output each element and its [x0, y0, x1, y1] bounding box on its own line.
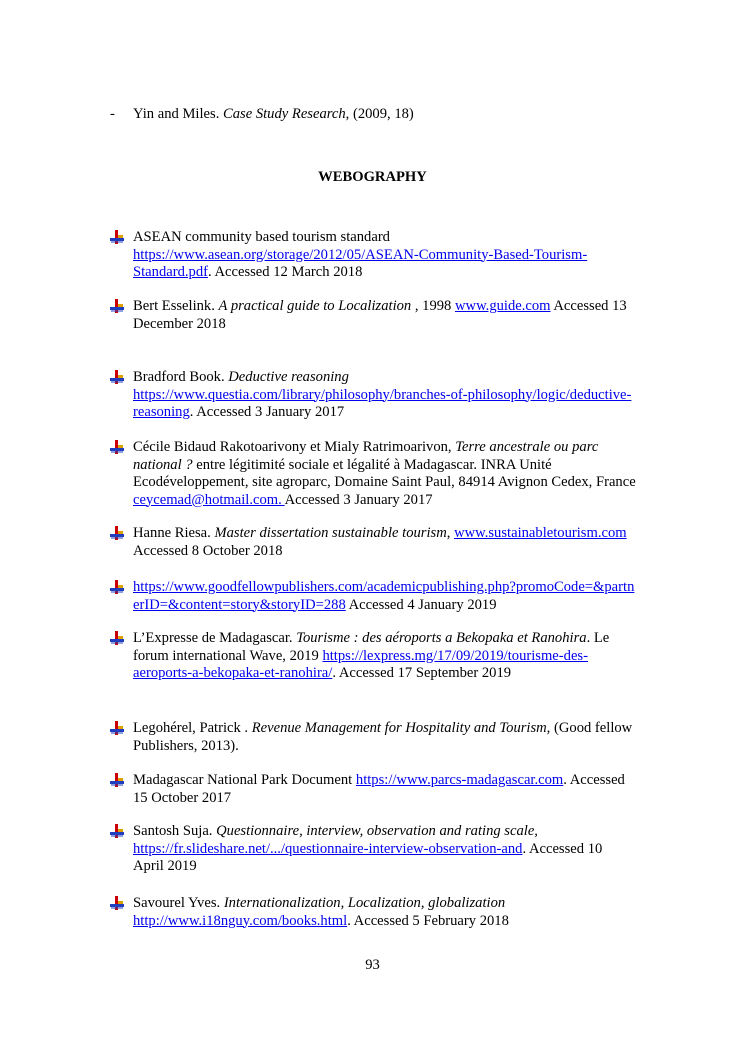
pin-bullet-icon	[110, 580, 124, 594]
webography-entry	[110, 229, 655, 282]
reference-link[interactable]: http://www.i18nguy.com/books.html	[133, 912, 348, 929]
entry-line	[133, 858, 655, 876]
reference-link[interactable]: reasoning	[133, 404, 190, 420]
reference-text: Hanne Riesa.	[133, 525, 215, 541]
reference-link[interactable]: aeroports-a-bekopaka-et-ranohira/	[133, 665, 333, 681]
pin-bullet-icon	[110, 370, 124, 384]
webography-entry	[110, 630, 655, 683]
reference-text: Madagascar National Park Document	[133, 772, 356, 788]
webography-entry	[110, 895, 655, 930]
dash-title: Case Study Research	[223, 106, 346, 122]
reference-text: . Accessed 17 September 2019	[332, 665, 512, 681]
entry-line	[133, 525, 655, 543]
entry-line	[133, 630, 655, 648]
reference-text: L’Expresse de Madagascar.	[133, 630, 297, 646]
reference-text: . Le	[586, 630, 610, 646]
entry-text	[133, 298, 655, 333]
reference-link[interactable]: https://www.parcs-madagascar.com	[355, 772, 564, 788]
webography-entry	[110, 579, 655, 614]
entry-line	[133, 597, 655, 615]
entry-line	[133, 457, 655, 475]
reference-text: Ecodéveloppement, site agroparc, Domaine Saint Paul, 84914 Avignon Cedex, France	[133, 474, 636, 490]
webography-entry	[110, 720, 655, 755]
entry-line	[133, 720, 655, 738]
reference-text: Accessed 8 October 2018	[133, 542, 283, 559]
reference-text: , 1998	[411, 298, 455, 314]
entry-line	[133, 229, 655, 247]
reference-title: Questionnaire, interview, observation and rating scale,	[216, 823, 538, 839]
reference-title: Tourisme : des aéroports a Bekopaka et Ranohira	[296, 630, 587, 646]
entry-line	[133, 648, 655, 666]
dash-reference-text	[133, 106, 414, 124]
entry-text	[133, 772, 655, 807]
dash-marker: -	[110, 106, 115, 122]
pin-bullet-icon	[110, 299, 124, 313]
pin-bullet-icon	[110, 721, 124, 735]
reference-text: Publishers, 2013).	[133, 737, 239, 754]
webography-entry	[110, 439, 655, 509]
entry-text	[133, 823, 655, 876]
reference-text: ,	[446, 525, 455, 541]
entry-line	[133, 665, 655, 683]
reference-text: . Accessed 10	[522, 840, 603, 857]
entry-line	[133, 247, 655, 265]
reference-title: A practical guide to Localization	[218, 298, 412, 314]
reference-text: ASEAN community based tourism standard	[133, 229, 390, 245]
entry-text	[133, 369, 655, 422]
reference-text: December 2018	[133, 315, 226, 332]
entry-line	[133, 404, 655, 422]
entry-text	[133, 630, 655, 683]
entry-line	[133, 492, 655, 510]
reference-text: (Good fellow	[550, 720, 633, 736]
webography-entry	[110, 772, 655, 807]
entry-line	[133, 895, 655, 913]
pin-bullet-icon	[110, 526, 124, 540]
webography-entry	[110, 369, 655, 422]
pin-bullet-icon	[110, 230, 124, 244]
entry-line	[133, 841, 655, 859]
pin-bullet-icon	[110, 896, 124, 910]
dash-rest: , (2009, 18)	[345, 106, 414, 122]
reference-text: Legohérel, Patrick .	[133, 720, 252, 736]
reference-link[interactable]: https://www.asean.org/storage/2012/05/ASEAN-Community-Based-Tourism-	[133, 246, 588, 263]
reference-text: . Accessed 3 January 2017	[189, 404, 345, 420]
reference-text: . Accessed	[563, 772, 625, 788]
reference-title: Master dissertation sustainable tourism	[214, 525, 447, 541]
reference-title: Terre ancestrale ou parc	[455, 439, 599, 455]
entry-line	[133, 913, 655, 931]
entry-text	[133, 720, 655, 755]
reference-title: national ?	[133, 456, 193, 473]
entry-text	[133, 439, 655, 509]
reference-text: Bert Esselink.	[133, 298, 219, 314]
webography-entry	[110, 823, 655, 876]
reference-text: Savourel Yves.	[133, 895, 224, 911]
reference-text: Bradford Book.	[133, 369, 229, 385]
reference-title: Internationalization, Localization, globalization	[223, 895, 506, 911]
reference-link[interactable]: https://www.questia.com/library/philosophy/branches-of-philosophy/logic/deductive-	[133, 386, 632, 403]
reference-text: . Accessed 12 March 2018	[207, 264, 363, 280]
entry-line	[133, 369, 655, 387]
reference-text: Cécile Bidaud Rakotoarivony et Mialy Ratrimoarivon,	[133, 439, 456, 455]
pin-bullet-icon	[110, 631, 124, 645]
reference-text: Accessed 4 January 2019	[345, 596, 497, 613]
entry-text	[133, 525, 655, 560]
entry-text	[133, 895, 655, 930]
reference-text: April 2019	[133, 858, 197, 874]
entry-line	[133, 439, 655, 457]
pin-bullet-icon	[110, 773, 124, 787]
reference-text: Santosh Suja.	[133, 823, 217, 839]
reference-link[interactable]: https://fr.slideshare.net/.../questionnaire-interview-observation-and	[133, 840, 523, 857]
pin-bullet-icon	[110, 440, 124, 454]
entry-line	[133, 579, 655, 597]
reference-link[interactable]: www.guide.com	[455, 298, 551, 314]
entry-text	[133, 579, 655, 614]
section-heading: WEBOGRAPHY	[318, 169, 427, 185]
page-number: 93	[365, 957, 380, 973]
entry-line	[133, 772, 655, 790]
entry-line	[133, 387, 655, 405]
webography-entry	[110, 525, 655, 560]
reference-link[interactable]: erID=&content=story&storyID=288	[133, 596, 346, 613]
entry-line	[133, 264, 655, 282]
reference-link[interactable]: https://www.goodfellowpublishers.com/academicpublishing.php?promoCode=&partn	[133, 579, 635, 595]
entry-line	[133, 823, 655, 841]
pin-bullet-icon	[110, 824, 124, 838]
entry-line	[133, 316, 655, 334]
dash-author: Yin and Miles.	[133, 106, 223, 122]
entry-line	[133, 790, 655, 808]
reference-text: . Accessed 5 February 2018	[347, 912, 509, 929]
entry-line	[133, 474, 655, 492]
reference-text: entre légitimité sociale et légalité à Madagascar. INRA Unité	[192, 456, 552, 473]
entry-line	[133, 298, 655, 316]
reference-title: Deductive reasoning	[228, 369, 349, 385]
reference-link[interactable]: www.sustainabletourism.com	[454, 525, 627, 541]
webography-entry	[110, 298, 655, 333]
entry-line	[133, 738, 655, 756]
reference-link[interactable]: https://lexpress.mg/17/09/2019/tourisme-des-	[322, 647, 588, 664]
reference-text: 15 October 2017	[133, 789, 232, 806]
reference-link[interactable]: Standard.pdf	[133, 264, 208, 280]
reference-text: forum international Wave, 2019	[133, 647, 323, 664]
reference-title: Revenue Management for Hospitality and Tourism,	[251, 720, 551, 736]
entry-text	[133, 229, 655, 282]
reference-text: Accessed 3 January 2017	[284, 491, 433, 508]
entry-line	[133, 543, 655, 561]
reference-link[interactable]: ceycemad@hotmail.com.	[133, 491, 285, 508]
reference-text: Accessed 13	[550, 298, 627, 314]
